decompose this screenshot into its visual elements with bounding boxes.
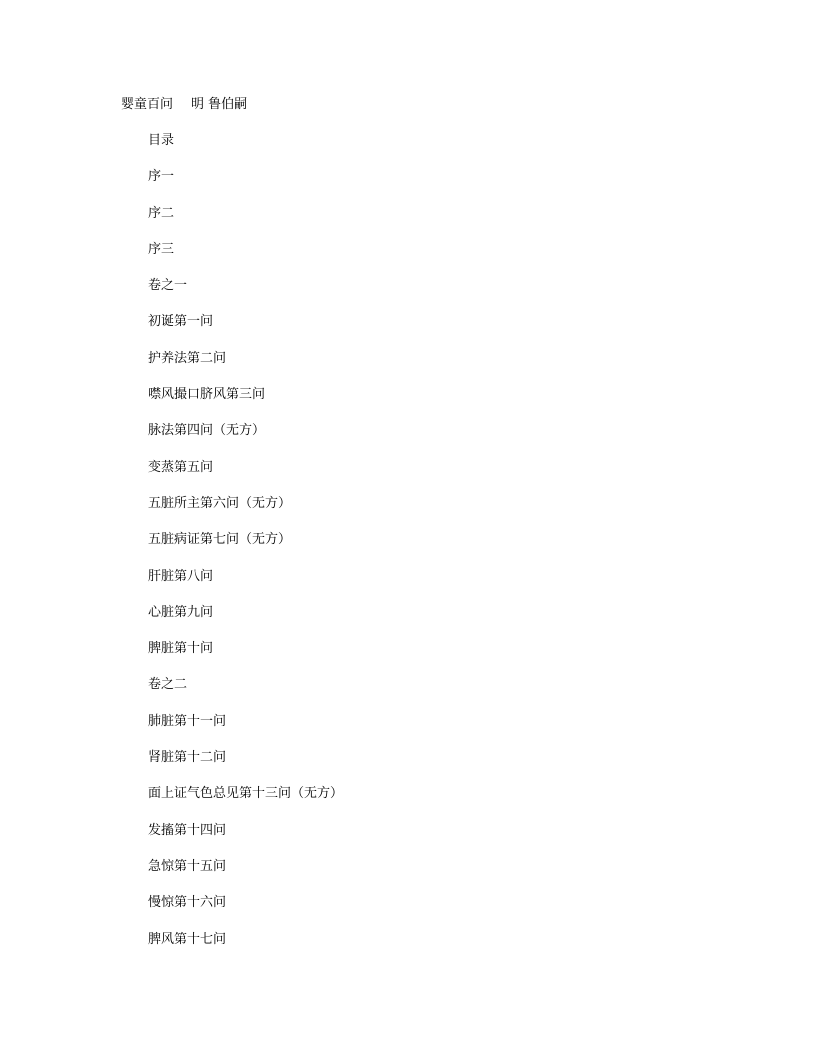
toc-entry: 心脏第九问 [148, 604, 214, 620]
toc-entry: 噤风撮口脐风第三问 [148, 387, 266, 403]
toc-entry: 五脏病证第七问（无方） [148, 532, 292, 548]
toc-entry: 变蒸第五问 [148, 459, 214, 475]
toc-entry: 脉法第四问（无方） [148, 423, 266, 439]
toc-entry: 序一 [148, 169, 175, 185]
toc-entry: 目录 [148, 133, 175, 148]
toc-entry: 脾脏第十问 [148, 641, 214, 657]
toc-entry: 五脏所主第六问（无方） [148, 495, 292, 511]
toc-entry: 卷之一 [148, 278, 188, 294]
toc-entry: 急惊第十五问 [148, 858, 227, 874]
toc-entry: 肾脏第十二问 [148, 750, 227, 766]
toc-entry: 序二 [148, 205, 175, 221]
toc-entry: 慢惊第十六问 [148, 895, 227, 911]
toc-entry: 脾风第十七问 [148, 931, 227, 947]
toc-entry: 初诞第一问 [148, 314, 214, 330]
table-of-contents [148, 131, 343, 966]
toc-entry: 序三 [148, 241, 175, 257]
book-title: 婴童百问 [121, 97, 174, 112]
toc-entry: 面上证气色总见第十三问（无方） [148, 786, 344, 802]
document-heading [121, 95, 247, 115]
toc-entry: 发搐第十四问 [148, 822, 227, 838]
toc-entry: 肝脏第八问 [148, 568, 214, 584]
toc-entry: 护养法第二问 [148, 350, 227, 366]
book-author: 明 鲁伯嗣 [191, 97, 248, 112]
toc-entry: 肺脏第十一问 [148, 713, 227, 729]
toc-entry: 卷之二 [148, 677, 188, 693]
